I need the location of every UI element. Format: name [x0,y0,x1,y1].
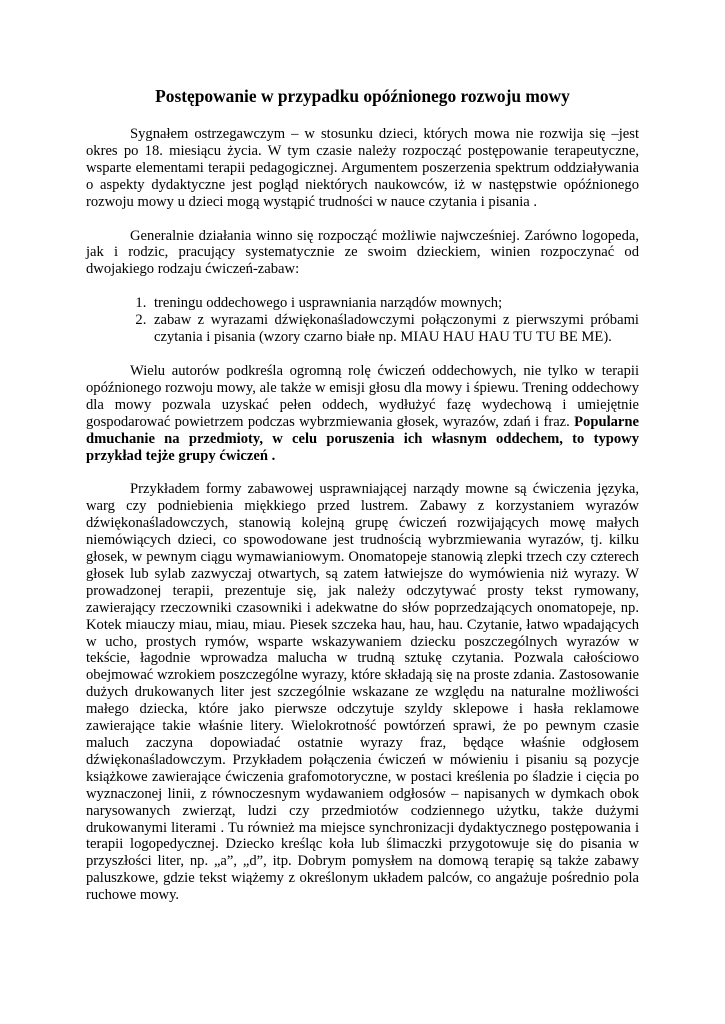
paragraph-early-action: Generalnie działania winno się rozpocząć możliwie najwcześniej. Zarówno logopeda, jak i rodzic, pracujący systematycznie ze swoim dzieckiem, winien rozpoczynać od dwojakiego rodzaju ćwiczeń-zabaw: [86,227,639,278]
document-page [86,86,639,921]
paragraph-breathing-exercises [86,363,639,464]
paragraph-warning-signal: Sygnałem ostrzegawczym – w stosunku dzieci, których mowa nie rozwija się –jest okres po 18. miesiącu życia. W tym czasie należy rozpocząć postępowanie terapeutyczne, wsparte elementami terapii pedagogicznej. Argumentem poszerzenia spektrum oddziaływania o aspekty dydaktyczne jest pogląd niektórych naukowców, iż w następstwie opóźnionego rozwoju mowy u dzieci mogą wystąpić trudności w nauce czytania i pisania . [86,126,639,210]
document-title: Postępowanie w przypadku opóźnionego rozwoju mowy [155,86,570,106]
breathing-text: Wielu autorów podkreśla ogromną rolę ćwiczeń oddechowych, nie tylko w terapii opóźnionego rozwoju mowy, ale także w emisji głosu dla mowy i śpiewu. Trening oddechowy dla mowy pozwala uzyskać pełen oddech, wydłużyć fazę wydechową i umiejętnie gospodarować powietrzem podczas wybrzmiewania głosek, wyrazów, zdań i fraz. [86,362,639,430]
list-item: 1. treningu oddechowego i usprawniania narządów mownych; [150,295,639,312]
paragraph-play-forms: Przykładem formy zabawowej usprawniającej narządy mowne są ćwiczenia języka, warg czy podniebienia miękkiego przed lustrem. Zabawy z korzystaniem wyrazów dźwiękonaśladowczych, stanowią kolejną grupę ćwiczeń rozwijających mowę małych niemówiących dzieci, co spowodowane jest trudnością wybrzmiewania wyrazów, tj. kilku głosek, w pewnym ciągu wymawianiowym. Onomatopeje stanowią zlepki trzech czy czterech głosek lub sylab zazwyczaj otwartych, są zatem łatwiejsze do wymówienia niż wyrazy. W prowadzonej terapii, prezentuje się, jak należy odczytywać prosty tekst rymowany, zawierający rzeczowniki czasowniki i adekwatne do słów poprzedzających onomatopeje, np. Kotek miauczy miau, miau, miau. Piesek szczeka hau, hau, hau. Czytanie, łatwo wpadających w ucho, prostych rymów, wsparte wskazywaniem dziecku poszczególnych wyrazów w tekście, łagodnie wprowadza malucha w trudną sztukę czytania. Pozwala całościowo obejmować wzrokiem poszczególne wyrazy, które składają się na proste zdania. Zastosowanie dużych drukowanych liter jest szczególnie wskazane ze względu na naturalne możliwości małego dziecka, które jako pierwsze odczytuje szyldy sklepowe i hasła reklamowe zawierające takie właśnie litery. Wielokrotność powtórzeń sprawi, że po pewnym czasie maluch zaczyna dopowiadać ostatnie wyrazy fraz, będące właśnie odgłosem dźwiękonaśladowczym. Przykładem połączenia ćwiczeń w mówieniu i pisaniu są pozycje książkowe zawierające ćwiczenia grafomotoryczne, w postaci kreślenia po śladzie i cięcia po wyznaczonej linii, z równoczesnym wydawaniem odgłosów – napisanych w dymkach obok narysowanych zwierząt, ludzi czy przedmiotów codziennego użytku, także dużymi drukowanymi literami . Tu również ma miejsce synchronizacji dydaktycznego postępowania i terapii logopedycznej. Dziecko kreśląc koła lub ślimaczki przygotowuje się do pisania w przyszłości liter, np. „a”, „d”, itp. Dobrym pomysłem na domową terapię są także zabawy paluszkowe, gdzie tekst wiążemy z określonym układem palców, co angażuje pośrednio pola ruchowe mowy. [86,481,639,904]
list-item: 2. zabaw z wyrazami dźwiękonaśladowczymi połączonymi z pierwszymi próbami czytania i pisania (wzory czarno białe np. MIAU HAU HAU TU TU BE ME). [150,312,639,346]
exercise-list [86,295,639,346]
breathing-bold-text: Popularne dmuchanie na przedmioty, w celu poruszenia ich własnym oddechem, to typowy przykład tejże grupy ćwiczeń . [86,413,639,464]
